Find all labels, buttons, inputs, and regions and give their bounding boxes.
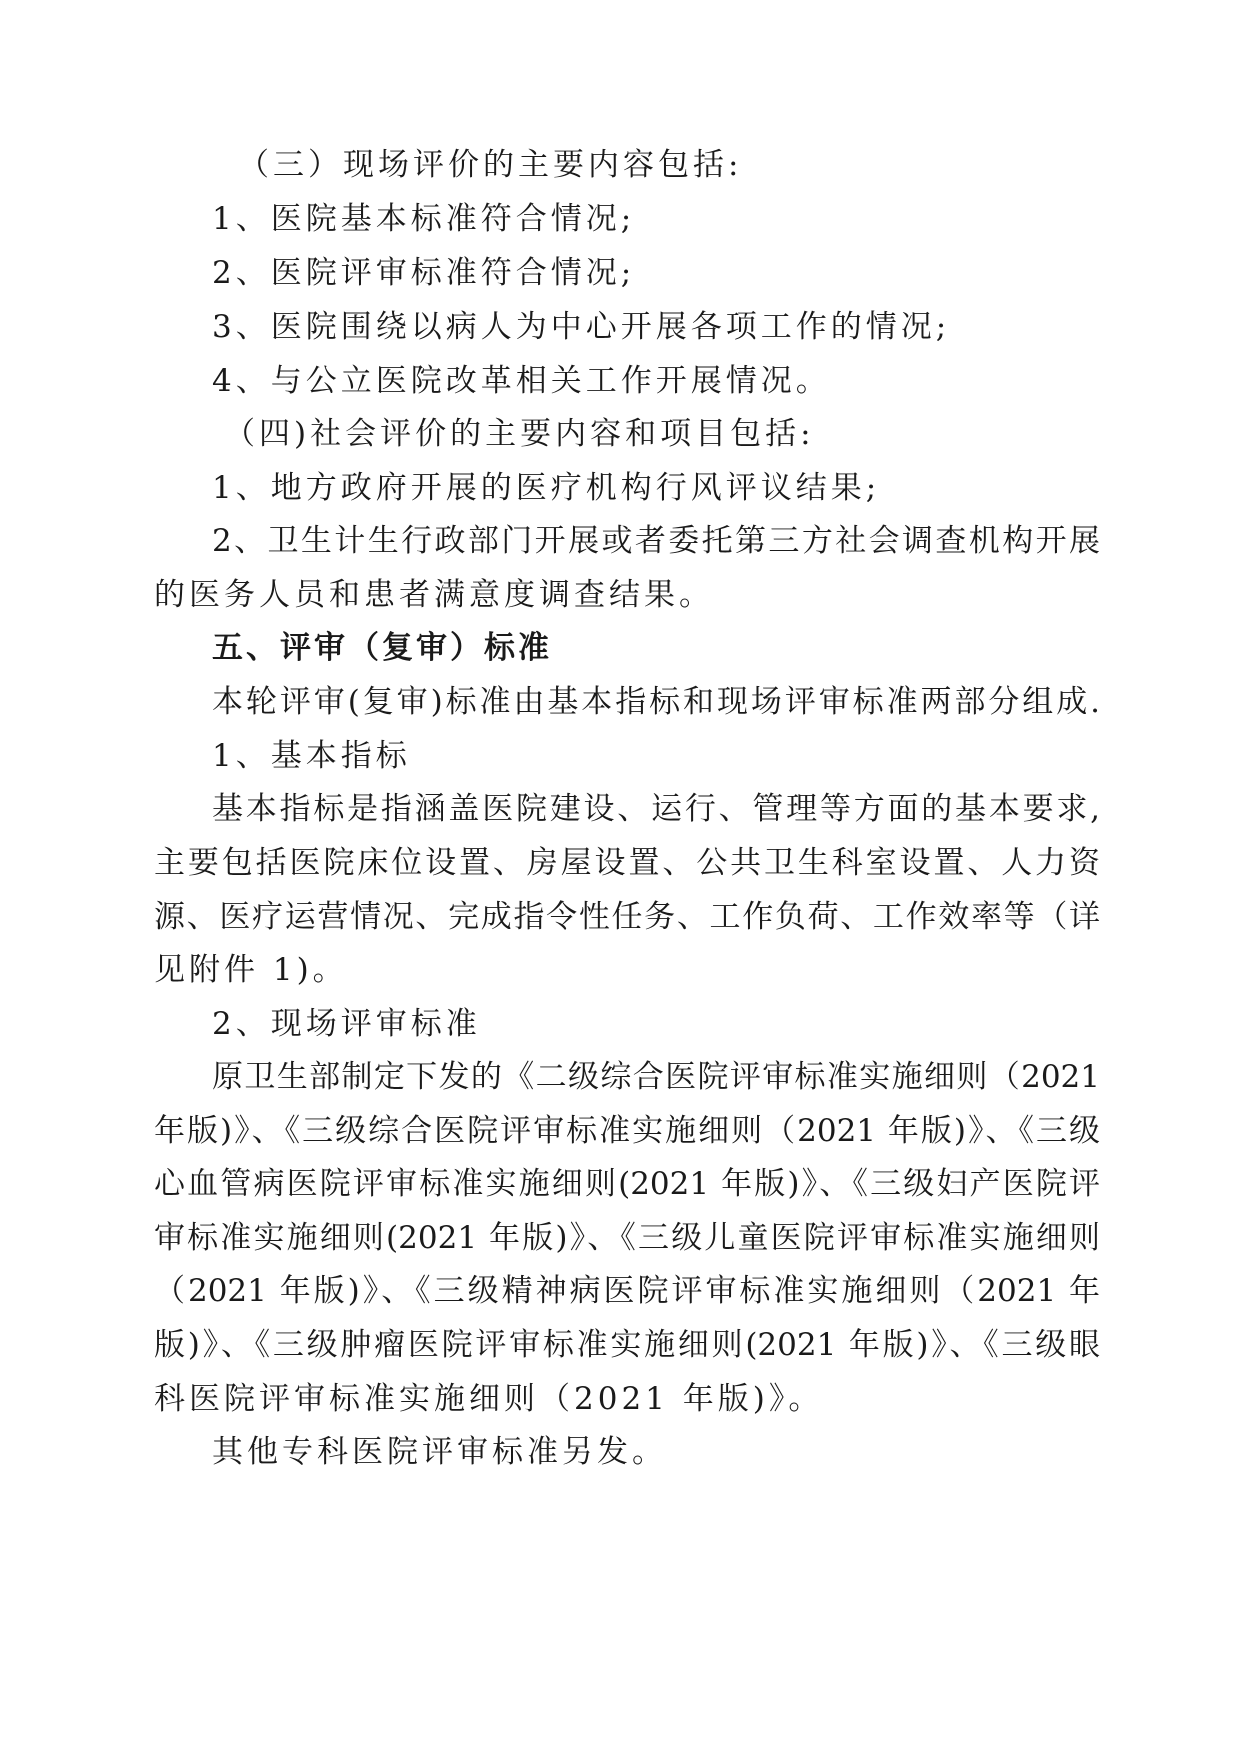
paragraph-line: 主要包括医院床位设置、房屋设置、公共卫生科室设置、人力资 xyxy=(154,845,1100,881)
list-item: 1、医院基本标准符合情况; xyxy=(212,201,636,237)
paragraph-line: 见附件 1)。 xyxy=(154,952,348,988)
paragraph-line: 年版)》、《三级综合医院评审标准实施细则（2021 年版)》、《三级 xyxy=(154,1113,1100,1149)
paragraph-line: 审标准实施细则(2021 年版)》、《三级儿童医院评审标准实施细则 xyxy=(154,1220,1100,1256)
section-five-heading: 五、评审（复审）标准 xyxy=(212,630,552,666)
list-item: 2、卫生计生行政部门开展或者委托第三方社会调查机构开展 xyxy=(212,523,1100,559)
paragraph-line: 的医务人员和患者满意度调查结果。 xyxy=(154,577,714,613)
list-item: 2、医院评审标准符合情况; xyxy=(212,255,636,291)
paragraph-line: 基本指标是指涵盖医院建设、运行、管理等方面的基本要求, xyxy=(212,791,1100,827)
paragraph-line: 心血管病医院评审标准实施细则(2021 年版)》、《三级妇产医院评 xyxy=(154,1166,1100,1202)
list-item: 4、与公立医院改革相关工作开展情况。 xyxy=(212,363,831,399)
section-three-heading: （三）现场评价的主要内容包括: xyxy=(238,147,743,183)
paragraph-line: 版)》、《三级肿瘤医院评审标准实施细则(2021 年版)》、《三级眼 xyxy=(154,1327,1100,1363)
subheading: 1、基本指标 xyxy=(212,738,411,774)
list-item: 3、医院围绕以病人为中心开展各项工作的情况; xyxy=(212,309,951,345)
paragraph-line: 原卫生部制定下发的《二级综合医院评审标准实施细则（2021 xyxy=(212,1059,1100,1095)
paragraph-line: 源、医疗运营情况、完成指令性任务、工作负荷、工作效率等（详 xyxy=(154,899,1100,935)
list-item: 1、地方政府开展的医疗机构行风评议结果; xyxy=(212,470,881,506)
paragraph-line: 本轮评审(复审)标准由基本指标和现场评审标准两部分组成. xyxy=(212,684,1100,720)
paragraph-line: 其他专科医院评审标准另发。 xyxy=(212,1434,667,1470)
subheading: 2、现场评审标准 xyxy=(212,1006,481,1042)
section-four-heading: （四)社会评价的主要内容和项目包括: xyxy=(224,416,815,452)
paragraph-line: 科医院评审标准实施细则（2021 年版)》。 xyxy=(154,1381,824,1417)
paragraph-line: （2021 年版)》、《三级精神病医院评审标准实施细则（2021 年 xyxy=(154,1273,1100,1309)
